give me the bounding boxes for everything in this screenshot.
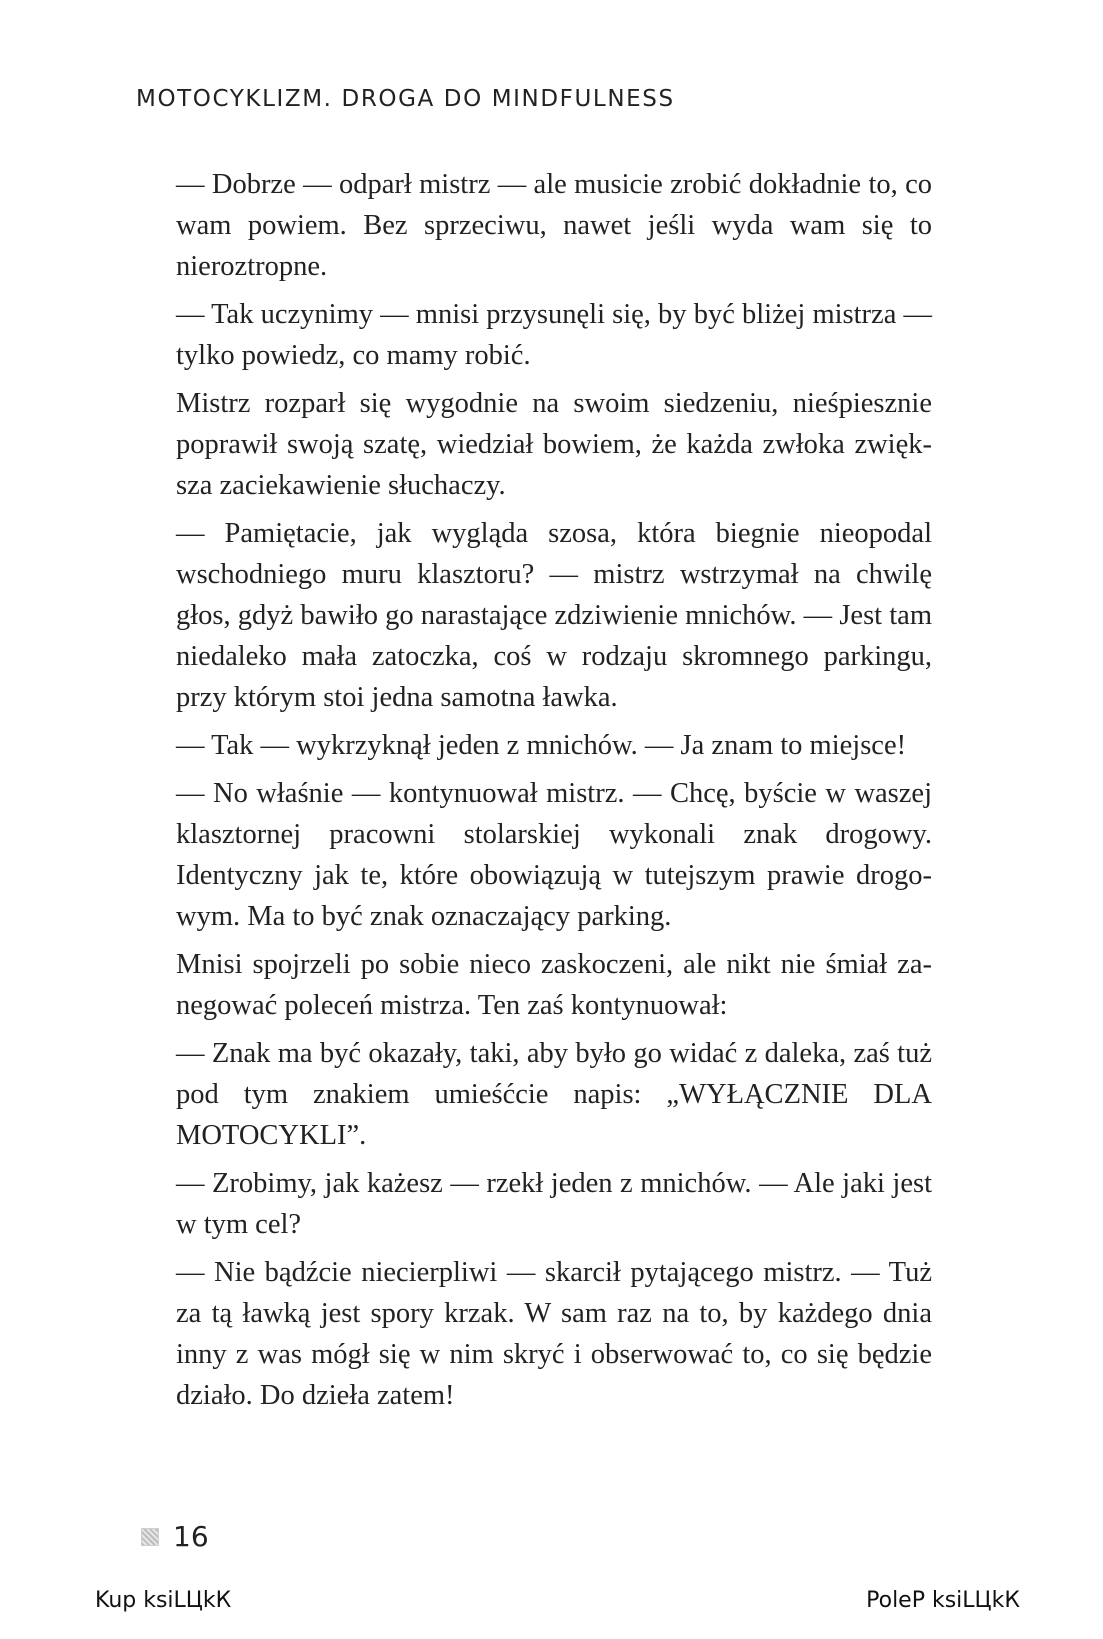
page-number-area [141,1520,209,1553]
running-header: MOTOCYKLIZM. DROGA DO MINDFULNESS [136,86,675,112]
paragraph: — Nie bądźcie niecierpliwi — skarcił pytającego mistrz. — Tuż za tą ławką jest spory krzak. W sam raz na to, by każdego dnia inny z was mógł się w nim skryć i obserwować to, co się będzie działo. Do dzieła zatem! [176,1257,932,1411]
paragraph: — No właśnie — kontynuował mistrz. — Chcę, byście w waszej klasztornej pracowni stolarskiej wykonali znak drogowy. Identyczny jak te, które obowiązują w tutejszym prawie drogowym. Ma to być znak oznaczający parking. [176,778,932,932]
page-mark-icon [141,1528,159,1546]
recommend-book-link[interactable]: PoleР ksiLЦkК [866,1588,1020,1613]
paragraph: — Znak ma być okazały, taki, aby było go widać z daleka, zaś tuż pod tym znakiem umieśćcie napis: „WYŁĄCZNIE DLA MOTOCYKLI”. [176,1038,932,1151]
buy-book-link[interactable]: Kup ksiLЦkК [95,1588,232,1613]
paragraph: — Zrobimy, jak każesz — rzekł jeden z mnichów. — Ale jaki jest w tym cel? [176,1168,932,1240]
paragraph: — Dobrze — odparł mistrz — ale musicie zrobić dokładnie to, co wam powiem. Bez sprzeciwu, nawet jeśli wyda wam się to nieroztropne. [176,169,932,282]
paragraph: — Tak — wykrzyknął jeden z mnichów. — Ja znam to miejsce! [176,730,907,761]
paragraph: Mnisi spojrzeli po sobie nieco zaskoczeni, ale nikt nie śmiał zanegować poleceń mistrza. Ten zaś kontynuował: [176,949,932,1021]
paragraph: — Tak uczynimy — mnisi przysunęli się, by być bliżej mistrza — tylko powiedz, co mamy robić. [176,299,932,371]
paragraph: — Pamiętacie, jak wygląda szosa, która biegnie nieopodal wschodniego muru klasztoru? — mistrz wstrzymał na chwilę głos, gdyż bawiło go narastające zdziwienie mnichów. — Jest tam niedaleko mała zatoczka, coś w rodzaju skromnego parkingu, przy którym stoi jedna samotna ławka. [176,518,932,713]
paragraph: Mistrz rozparł się wygodnie na swoim siedzeniu, nieśpiesznie poprawił swoją szatę, wiedział bowiem, że każda zwłoka zwiększa zaciekawienie słuchaczy. [176,388,932,501]
body-text [176,164,932,1423]
page-number: 16 [173,1520,209,1553]
